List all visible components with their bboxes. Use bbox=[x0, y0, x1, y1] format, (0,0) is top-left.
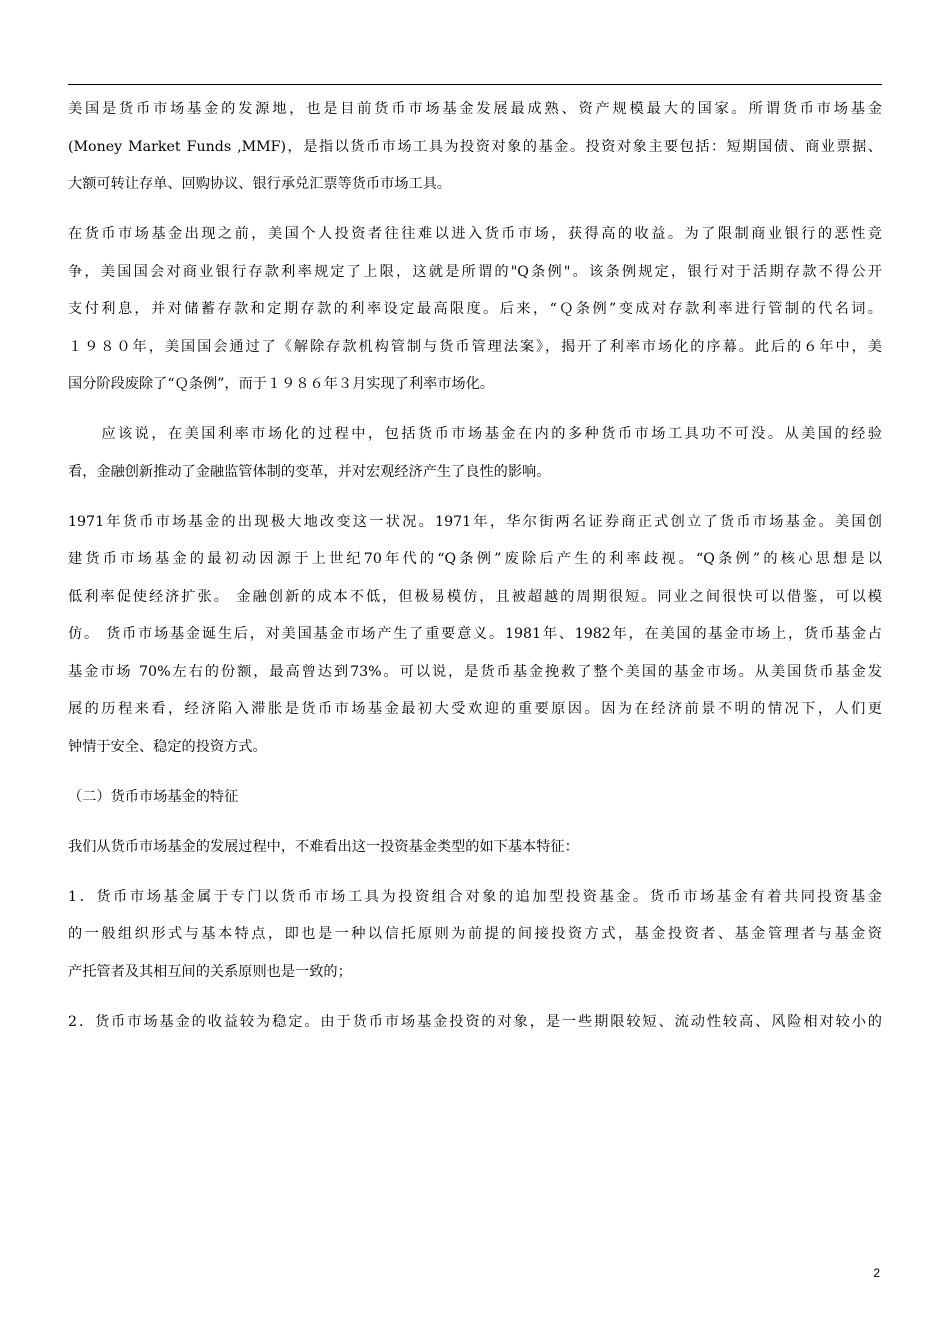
text-line: １９８０年，美国国会通过了《解除存款机构管制与货币管理法案》，揭开了利率市场化的序幕。此后的６年中，美 bbox=[68, 338, 882, 355]
paragraph-regulation-q bbox=[68, 216, 882, 404]
text-line: 看，金融创新推动了金融监管体制的变革，并对宏观经济产生了良性的影响。 bbox=[68, 463, 551, 480]
text-line: 钟情于安全、稳定的投资方式。 bbox=[68, 738, 267, 755]
text-line: 低利率促使经济扩张。 金融创新的成本不低，但极易模仿，且被超越的周期很短。同业之间很快可以借鉴，可以模 bbox=[68, 588, 882, 605]
text-line: 支付利息，并对储蓄存款和定期存款的利率设定最高限度。后来，“Ｑ条例”变成对存款利率进行管制的代名词。 bbox=[68, 301, 882, 317]
text-line: 应该说，在美国利率市场化的过程中，包括货币市场基金在内的多种货币市场工具功不可没。从美国的经验 bbox=[68, 426, 882, 442]
text-line: 产托管者及其相互间的关系原则也是一致的； bbox=[68, 963, 352, 980]
text-line: 建货币市场基金的最初动因源于上世纪70年代的“Q条例”废除后产生的利率歧视。“Q条例”的核心思想是以 bbox=[68, 551, 882, 567]
list-item-feature-1 bbox=[68, 879, 882, 992]
text-line: 大额可转让存单、回购协议、银行承兑汇票等货币市场工具。 bbox=[68, 176, 452, 192]
text-line: 展的历程来看，经济陷入滞胀是货币市场基金最初大受欢迎的重要原因。因为在经济前景不明的情况下，人们更 bbox=[68, 701, 882, 717]
text-line: 2．货币市场基金的收益较为稳定。由于货币市场基金投资的对象，是一些期限较短、流动性较高、风险相对较小的 bbox=[68, 1013, 882, 1030]
text-line: 在货币市场基金出现之前，美国个人投资者往往难以进入货币市场，获得高的收益。为了限制商业银行的恶性竞 bbox=[68, 226, 882, 242]
list-item-feature-2 bbox=[68, 1004, 882, 1042]
text-line: 1．货币市场基金属于专门以货币市场工具为投资组合对象的追加型投资基金。货币市场基金有着共同投资基金 bbox=[68, 888, 882, 905]
text-line: 争，美国国会对商业银行存款利率规定了上限，这就是所谓的"Q条例"。该条例规定，银行对于活期存款不得公开 bbox=[68, 263, 882, 280]
text-line: 的一般组织形式与基本特点，即也是一种以信托原则为前提的间接投资方式，基金投资者、基金管理者与基金资 bbox=[68, 926, 882, 942]
paragraph-1971-history bbox=[68, 504, 882, 767]
text-line: （二）货币市场基金的特征 bbox=[68, 788, 239, 805]
text-line: 仿。 货币市场基金诞生后，对美国基金市场产生了重要意义。1981年、1982年，在美国的基金市场上，货币基金占 bbox=[68, 626, 882, 642]
text-line: 美国是货币市场基金的发源地，也是目前货币市场基金发展最成熟、资产规模最大的国家。所谓货币市场基金 bbox=[68, 101, 882, 117]
page-number: 2 bbox=[873, 1266, 880, 1280]
paragraph-interest-liberalization bbox=[68, 416, 882, 491]
document-body bbox=[68, 91, 882, 1041]
text-line: 基金市场 70%左右的份额，最高曾达到73%。可以说，是货币基金挽救了整个美国的基金市场。从美国货币基金发 bbox=[68, 663, 882, 680]
text-line: (Money Market Funds ,MMF)，是指以货币市场工具为投资对象的基金。投资对象主要包括：短期国债、商业票据、 bbox=[68, 138, 882, 155]
text-line: 我们从货币市场基金的发展过程中，不难看出这一投资基金类型的如下基本特征： bbox=[68, 838, 579, 855]
header-rule bbox=[68, 84, 882, 85]
paragraph-us-origin bbox=[68, 91, 882, 204]
text-line: 1971年货币市场基金的出现极大地改变这一状况。1971年，华尔街两名证券商正式创立了货币市场基金。美国创 bbox=[68, 513, 882, 530]
section-heading bbox=[68, 779, 882, 817]
paragraph-features-intro bbox=[68, 829, 882, 867]
text-line: 国分阶段废除了“Ｑ条例”，而于１９８６年３月实现了利率市场化。 bbox=[68, 376, 494, 392]
